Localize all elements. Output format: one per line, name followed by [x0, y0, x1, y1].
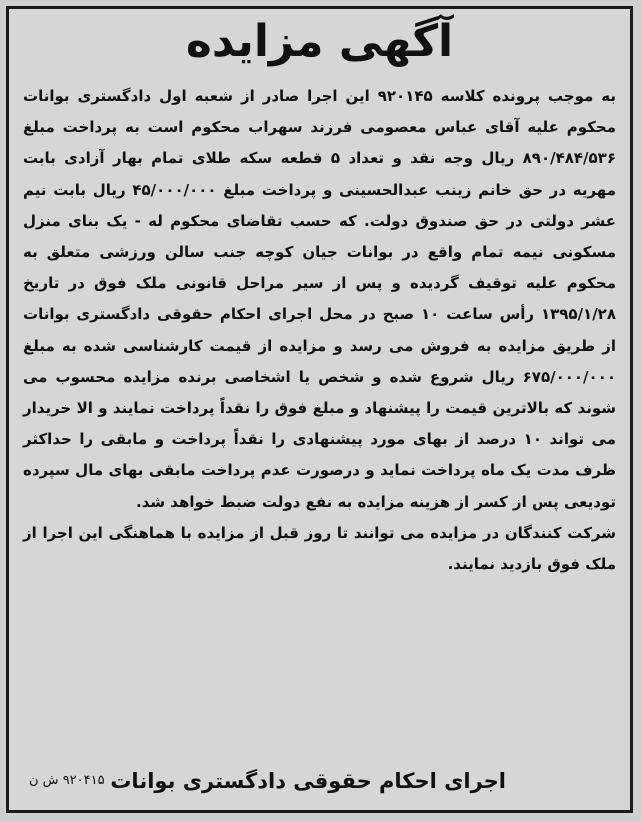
- notice-paragraph-visit: شرکت کنندگان در مزایده می توانند تا روز قبل از مزایده با هماهنگی این اجرا از ملک فوق بازدید نمایند.: [23, 523, 616, 574]
- notice-code: ۹۲۰۴۱۵ ش ن: [29, 773, 105, 788]
- notice-paragraph-main: به موجب پرونده کلاسه ۹۲۰۱۴۵ این اجرا صادر از شعبه اول دادگستری بوانات محکوم علیه آقای عباس معصومی فرزند سهراب محکوم است به پرداخت مبلغ ۸۹۰/۴۸۴/۵۳۶ ریال وجه نقد و تعداد ۵ قطعه سکه طلای تمام بهار آزادی بابت مهریه در حق خانم زینب عبدالحسینی و پرداخت مبلغ ۴۵/۰۰۰/۰۰۰ ریال بابت نیم عشر دولتی در حق صندوق دولت. که حسب تقاضای محکوم له - یک بنای منزل مسکونی نیمه تمام واقع در بوانات جیان کوچه جنب سالن ورزشی متعلق به محکوم علیه توقیف گردیده و پس از سیر مراحل قانونی ملک فوق در تاریخ ۱۳۹۵/۱/۲۸ رأس ساعت ۱۰ صبح در محل اجرای احکام حقوقی دادگستری بوانات از طریق مزایده به فروش می رسد و مزایده از قیمت کارشناسی شده به مبلغ ۶۷۵/۰۰۰/۰۰۰ ریال شروع شده و شخص یا اشخاصی برنده مزایده محسوب می شوند که بالاترین قیمت را پیشنهاد و مبلغ فوق را نقداً پرداخت نمایند و الا خریدار می تواند ۱۰ درصد از بهای مورد پیشنهادی را نقداً پرداخت و مابقی را حداکثر ظرف مدت یک ماه پرداخت نماید و درصورت عدم پرداخت مابقی بهای مال سپرده تودیعی پس از کسر از هزینه مزایده به نفع دولت ضبط خواهد شد.: [23, 87, 616, 511]
- notice-title: آگهی مزایده: [185, 16, 454, 67]
- notice-footer: [23, 760, 616, 802]
- auction-notice: [6, 6, 633, 813]
- notice-body: [23, 81, 616, 580]
- issuer-signature: اجرای احکام حقوقی دادگستری بوانات: [110, 769, 506, 793]
